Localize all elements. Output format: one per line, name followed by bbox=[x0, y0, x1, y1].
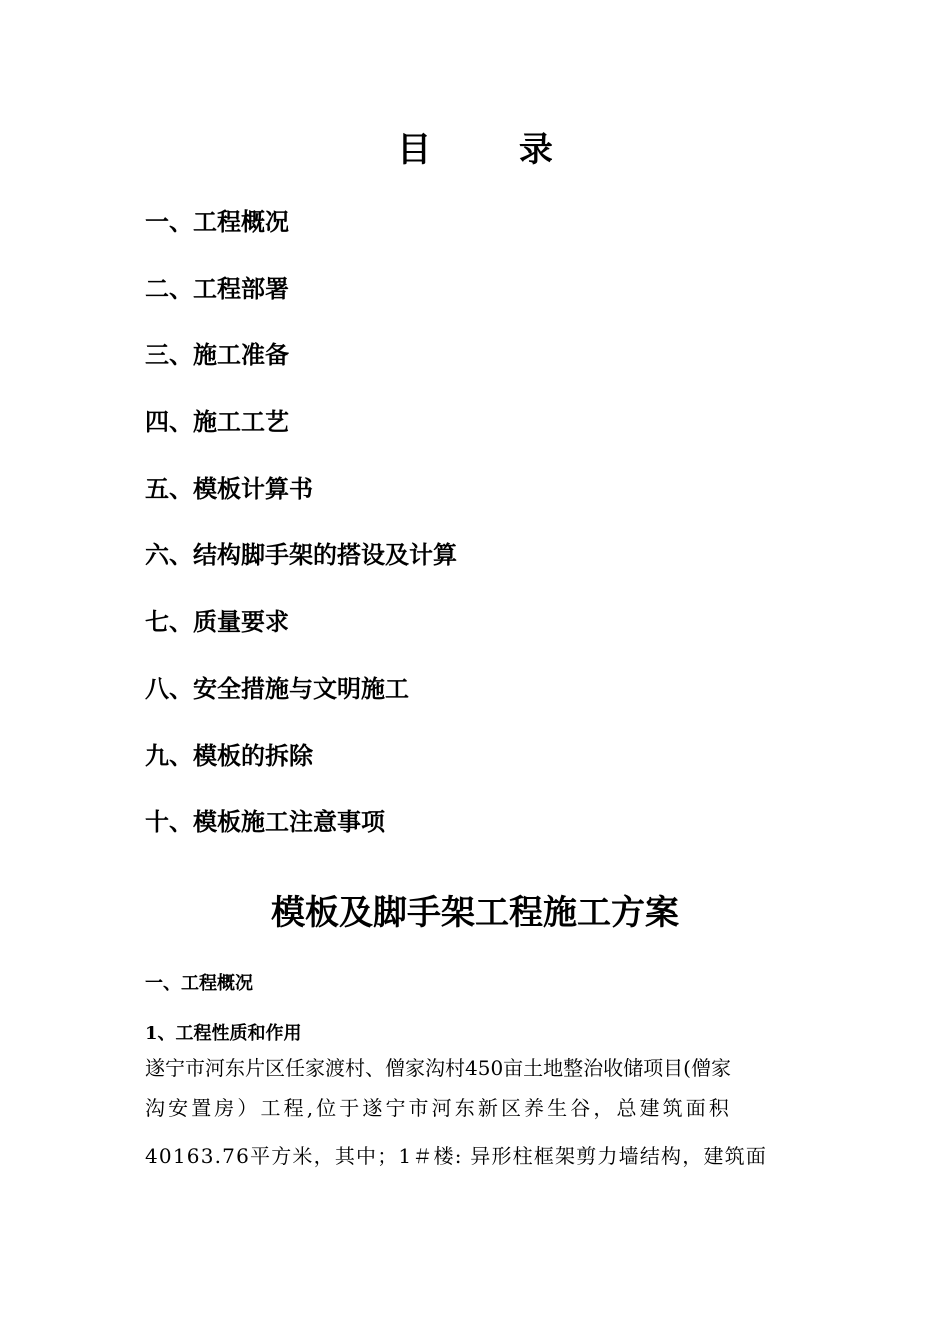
toc-item: 六、结构脚手架的搭设及计算 bbox=[145, 540, 457, 570]
sub-heading: 1、工程性质和作用 bbox=[145, 1023, 302, 1044]
toc-item: 九、模板的拆除 bbox=[145, 740, 313, 770]
toc-item: 一、工程概况 bbox=[145, 207, 289, 236]
body-text-line: 遂宁市河东片区任家渡村、僧家沟村450亩土地整治收储项目(僧家 bbox=[145, 1056, 731, 1080]
toc-item: 五、模板计算书 bbox=[145, 473, 313, 503]
toc-item: 十、模板施工注意事项 bbox=[145, 807, 385, 837]
toc-item: 二、工程部署 bbox=[145, 273, 289, 303]
toc-item: 三、施工准备 bbox=[145, 340, 289, 370]
toc-item: 八、安全措施与文明施工 bbox=[145, 673, 409, 703]
toc-item: 七、质量要求 bbox=[145, 607, 289, 637]
table-of-contents bbox=[145, 204, 457, 871]
section-heading: 一、工程概况 bbox=[145, 973, 253, 994]
toc-title: 目 录 bbox=[397, 130, 591, 170]
body-text-line: 沟安置房）工程,位于遂宁市河东新区养生谷，总建筑面积 bbox=[145, 1096, 732, 1120]
document-title: 模板及脚手架工程施工方案 bbox=[271, 893, 679, 933]
body-text-line: 40163.76平方米，其中；1＃楼: 异形柱框架剪力墙结构，建筑面 bbox=[145, 1144, 768, 1168]
toc-item: 四、施工工艺 bbox=[145, 407, 289, 437]
